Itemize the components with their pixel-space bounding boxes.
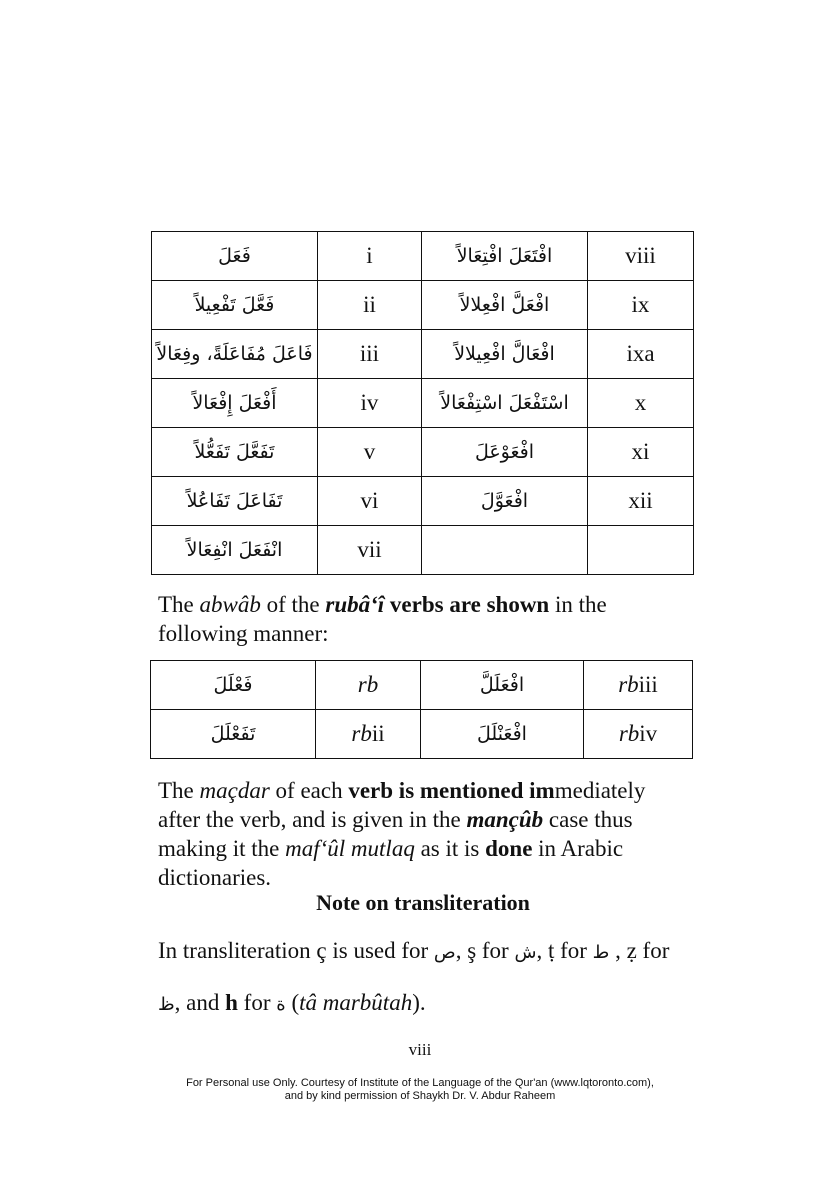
text-run: in Arabic dictionaries. xyxy=(158,836,624,890)
form-number-cell: ixa xyxy=(588,330,694,379)
text-run: The xyxy=(158,778,200,803)
text-run: The xyxy=(158,592,200,617)
text-run: in the following manner: xyxy=(158,592,607,646)
term-mafual-mutlaq: maf‘ûl mutlaq xyxy=(285,836,415,861)
term-ta-marbutah: tâ marbûtah xyxy=(299,990,413,1015)
text-run: of the xyxy=(260,592,326,617)
text-run: ( xyxy=(285,990,300,1015)
table-row xyxy=(152,526,694,575)
form-code-suffix: ii xyxy=(371,721,385,746)
text-run: case thus making it the xyxy=(158,807,633,861)
arabic-verb-cell: اسْتَفْعَلَ اسْتِفْعَالاً xyxy=(422,379,588,428)
arabic-verb-cell: فَعْلَلَ xyxy=(151,661,316,710)
text-run: , ş for xyxy=(455,938,515,963)
form-code-prefix: rb xyxy=(618,672,639,697)
arabic-letter: ص xyxy=(433,942,456,963)
table-row xyxy=(152,281,694,330)
form-number-cell: iv xyxy=(318,379,422,428)
table-row xyxy=(152,477,694,526)
form-code-cell xyxy=(584,710,693,759)
form-number-cell: i xyxy=(318,232,422,281)
table-row xyxy=(152,232,694,281)
arabic-verb-cell: افْعَنْلَلَ xyxy=(421,710,584,759)
text-run: mediately after the verb, and is given in the xyxy=(158,778,646,832)
form-code-prefix: rb xyxy=(357,672,379,697)
page-number: viii xyxy=(408,1040,432,1059)
verb-forms-table-body xyxy=(152,232,694,575)
letter-h: h xyxy=(225,990,238,1015)
macdar-paragraph xyxy=(158,776,688,892)
table-row xyxy=(152,330,694,379)
form-number-cell: x xyxy=(588,379,694,428)
arabic-verb-cell: تَفَعَّلَ تَفَعُّلاً xyxy=(152,428,318,477)
form-number-cell: vi xyxy=(318,477,422,526)
bold-phrase: verb is mentioned xyxy=(348,778,524,803)
text-run: , and xyxy=(174,990,226,1015)
form-number-cell: xii xyxy=(588,477,694,526)
form-number-cell: viii xyxy=(588,232,694,281)
table-row xyxy=(152,428,694,477)
arabic-verb-cell: تَفَعْلَلَ xyxy=(151,710,316,759)
form-code-suffix: iv xyxy=(639,721,658,746)
arabic-verb-cell: أَفْعَلَ إِفْعَالاً xyxy=(152,379,318,428)
form-code-suffix: iii xyxy=(638,672,658,697)
arabic-letter: ة xyxy=(276,994,286,1015)
arabic-verb-cell: فَعَّلَ تَفْعِيلاً xyxy=(152,281,318,330)
term-mancub: mançûb xyxy=(466,807,544,832)
text-run: , ẓ for xyxy=(609,938,670,963)
arabic-verb-cell xyxy=(422,526,588,575)
term-abwab: abwâb xyxy=(199,592,261,617)
footer-line: and by kind permission of Shaykh Dr. V. Abdur Raheem xyxy=(284,1090,556,1102)
arabic-verb-cell: انْفَعَلَ انْفِعَالاً xyxy=(152,526,318,575)
form-number-cell: iii xyxy=(318,330,422,379)
arabic-verb-cell: فَاعَلَ مُفَاعَلَةً، وفِعَالاً xyxy=(152,330,318,379)
form-code-prefix: rb xyxy=(618,721,640,746)
form-number-cell: ii xyxy=(318,281,422,330)
form-number-cell: ix xyxy=(588,281,694,330)
table-row xyxy=(151,710,693,759)
text-run: , ṭ for xyxy=(536,938,593,963)
table-row xyxy=(151,661,693,710)
form-code-cell xyxy=(316,710,421,759)
bold-word: done xyxy=(485,836,533,861)
form-code-cell xyxy=(584,661,693,710)
form-code-cell xyxy=(316,661,421,710)
quadriliteral-forms-table xyxy=(150,660,693,759)
footer-notice xyxy=(0,1077,840,1103)
arabic-verb-cell: افْتَعَلَ افْتِعَالاً xyxy=(422,232,588,281)
arabic-verb-cell: افْعَلَلَّ xyxy=(421,661,584,710)
bold-fragment: im xyxy=(529,778,555,803)
arabic-verb-cell: افْعَوْعَلَ xyxy=(422,428,588,477)
quadriliteral-forms-table-body xyxy=(151,661,693,759)
bold-phrase: verbs are shown xyxy=(389,592,550,617)
text-run: of each xyxy=(269,778,349,803)
arabic-verb-cell: فَعَلَ xyxy=(152,232,318,281)
arabic-verb-cell: تَفَاعَلَ تَفَاعُلاً xyxy=(152,477,318,526)
form-number-cell: xi xyxy=(588,428,694,477)
arabic-letter: ش xyxy=(514,942,537,963)
text-run: ). xyxy=(412,990,426,1015)
section-heading: Note on transliteration xyxy=(316,890,530,915)
term-macdar: maçdar xyxy=(199,778,270,803)
form-number-cell xyxy=(588,526,694,575)
form-code-prefix: rb xyxy=(351,721,372,746)
text-run: for xyxy=(237,990,277,1015)
text-run: In transliteration ç is used for xyxy=(158,938,434,963)
arabic-verb-cell: افْعَلَّ افْعِلالاً xyxy=(422,281,588,330)
arabic-letter: ط xyxy=(592,942,610,963)
verb-forms-table xyxy=(151,231,694,575)
table-row xyxy=(152,379,694,428)
form-number-cell: vii xyxy=(318,526,422,575)
form-number-cell: v xyxy=(318,428,422,477)
arabic-verb-cell: افْعَالَّ افْعِيلالاً xyxy=(422,330,588,379)
text-run: as it is xyxy=(414,836,486,861)
footer-line: For Personal use Only. Courtesy of Institute of the Language of the Qur'an (www.lqtoronto.com), xyxy=(186,1077,654,1089)
transliteration-paragraph xyxy=(158,926,688,1030)
arabic-verb-cell: افْعَوَّلَ xyxy=(422,477,588,526)
arabic-letter: ظ xyxy=(158,994,175,1015)
term-rubai: rubâ‘î xyxy=(325,592,385,617)
quadriliteral-intro-paragraph xyxy=(158,590,688,648)
